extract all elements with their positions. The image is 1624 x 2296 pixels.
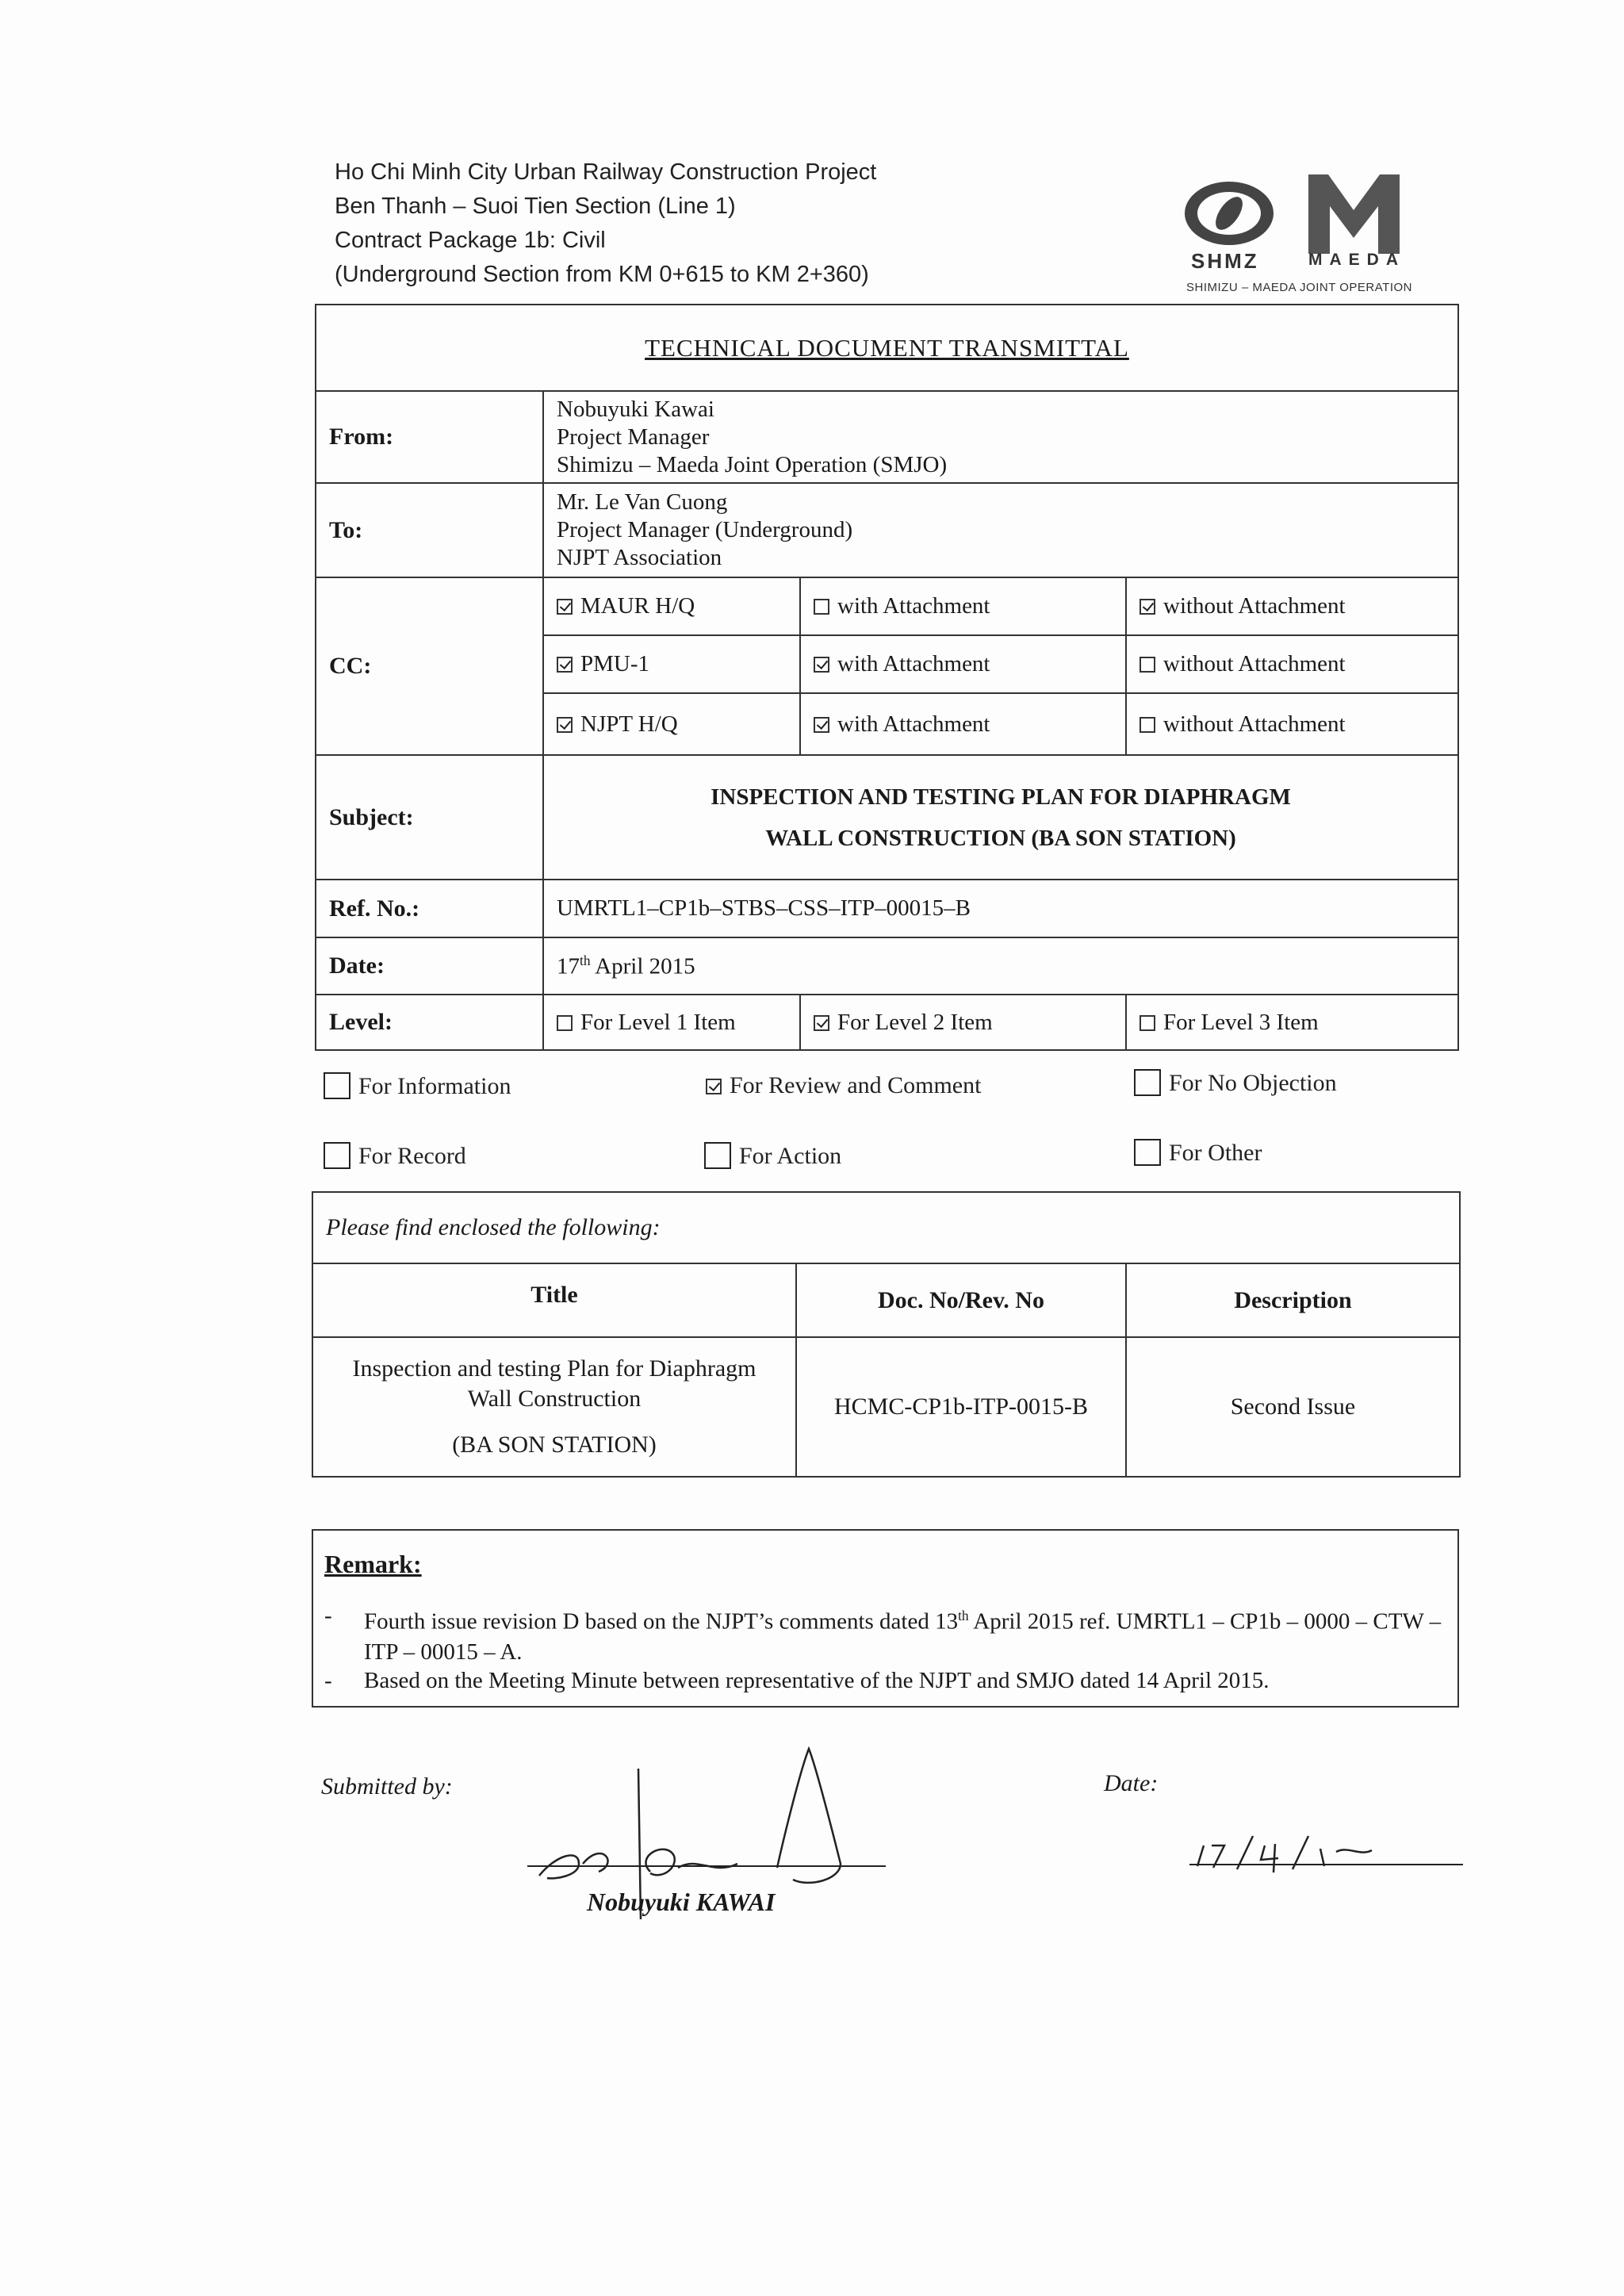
from-row [316, 391, 1458, 483]
purpose-label: For Other [1169, 1140, 1262, 1166]
cc-recipient: NJPT H/Q [580, 711, 678, 737]
document-title-line: Inspection and testing Plan for Diaphragm [352, 1355, 756, 1382]
to-value [543, 483, 1458, 577]
from-organization: Shimizu – Maeda Joint Operation (SMJO) [557, 451, 948, 477]
checkbox-checked-icon[interactable] [706, 1079, 722, 1094]
signature-line [527, 1865, 886, 1867]
document-title-line: (BA SON STATION) [452, 1432, 657, 1458]
level-option[interactable] [1126, 995, 1458, 1050]
transmittal-title: TECHNICAL DOCUMENT TRANSMITTAL [316, 305, 1458, 391]
purpose-information[interactable] [324, 1072, 511, 1100]
checkbox-checked-icon[interactable] [1139, 599, 1155, 615]
subject-label: Subject: [316, 755, 543, 880]
cc-without-attachment: without Attachment [1163, 711, 1346, 737]
document-description: Second Issue [1126, 1337, 1460, 1477]
checkbox-icon[interactable] [814, 599, 829, 615]
subject-row [316, 755, 1458, 880]
cc-without-attachment: without Attachment [1163, 593, 1346, 619]
level-row [316, 995, 1458, 1050]
to-label: To: [316, 483, 543, 577]
cc-without-cell[interactable] [1126, 577, 1458, 635]
subject-line-1: INSPECTION AND TESTING PLAN FOR DIAPHRAGM [710, 784, 1291, 810]
from-value [543, 391, 1458, 483]
project-km-range: (Underground Section from KM 0+615 to KM 2+360) [335, 262, 869, 287]
bullet-dash: - [324, 1668, 332, 1693]
document-title-line: Wall Construction [467, 1386, 642, 1412]
cc-with-attachment: with Attachment [837, 711, 990, 737]
table-header-row [312, 1263, 1460, 1337]
remark-superscript: th [958, 1608, 969, 1623]
level-option-label: For Level 3 Item [1163, 1009, 1319, 1035]
to-position: Project Manager (Underground) [557, 517, 853, 542]
checkbox-icon[interactable] [324, 1142, 350, 1169]
document-title-cell [312, 1337, 796, 1477]
shmz-logo-icon [1182, 178, 1277, 249]
cc-without-cell[interactable] [1126, 693, 1458, 755]
checkbox-checked-icon[interactable] [557, 657, 573, 673]
checkbox-checked-icon[interactable] [557, 599, 573, 615]
purpose-record[interactable] [324, 1142, 466, 1170]
date-day: 17 [557, 953, 580, 979]
submitted-by-label: Submitted by: [321, 1773, 453, 1800]
cc-row [316, 577, 1458, 635]
purpose-label: For Review and Comment [730, 1072, 982, 1098]
transmittal-table [315, 304, 1459, 1051]
purpose-label: For Record [358, 1143, 466, 1169]
maeda-logo-icon [1308, 174, 1400, 254]
column-header-title: Title [312, 1263, 796, 1337]
level-option-label: For Level 2 Item [837, 1009, 993, 1035]
cc-with-attachment: with Attachment [837, 593, 990, 619]
company-logo [1174, 170, 1411, 305]
remark-text [364, 1600, 1446, 1667]
cc-without-cell[interactable] [1126, 635, 1458, 693]
to-name: Mr. Le Van Cuong [557, 489, 728, 515]
project-header [335, 155, 1048, 292]
cc-recipient: PMU-1 [580, 651, 650, 677]
contract-package: Contract Package 1b: Civil [335, 228, 606, 253]
column-header-doc-no: Doc. No/Rev. No [796, 1263, 1126, 1337]
purpose-other[interactable] [1134, 1139, 1262, 1167]
remark-item [324, 1600, 1446, 1667]
purpose-no-objection[interactable] [1134, 1069, 1337, 1097]
date-signature-label: Date: [1104, 1770, 1159, 1796]
date-rest: April 2015 [590, 953, 695, 979]
date-value [543, 937, 1458, 995]
ref-value: UMRTL1–CP1b–STBS–CSS–ITP–00015–B [543, 880, 1458, 937]
checkbox-checked-icon[interactable] [814, 657, 829, 673]
checkbox-icon[interactable] [1139, 1015, 1155, 1031]
date-row [316, 937, 1458, 995]
to-organization: NJPT Association [557, 545, 722, 570]
from-name: Nobuyuki Kawai [557, 396, 714, 422]
level-option[interactable] [800, 995, 1126, 1050]
enclosed-documents-table [312, 1191, 1461, 1478]
date-signature-line [1189, 1864, 1463, 1865]
checkbox-icon[interactable] [1134, 1069, 1161, 1096]
document-number: HCMC-CP1b-ITP-0015-B [796, 1337, 1126, 1477]
signer-name: Nobuyuki KAWAI [587, 1888, 776, 1916]
cc-label: CC: [316, 577, 543, 755]
to-row [316, 483, 1458, 577]
cc-recipient-cell[interactable] [543, 693, 800, 755]
checkbox-icon[interactable] [1134, 1139, 1161, 1166]
purpose-action[interactable] [704, 1142, 841, 1170]
checkbox-icon[interactable] [324, 1072, 350, 1099]
cc-with-cell[interactable] [800, 577, 1126, 635]
purpose-label: For No Objection [1169, 1070, 1337, 1096]
cc-with-attachment: with Attachment [837, 651, 990, 677]
shmz-wordmark: SHMZ [1191, 249, 1259, 273]
project-section: Ben Thanh – Suoi Tien Section (Line 1) [335, 194, 736, 219]
level-option[interactable] [543, 995, 800, 1050]
from-label: From: [316, 391, 543, 483]
remark-item [324, 1665, 1446, 1696]
date-label: Date: [316, 937, 543, 995]
purpose-review[interactable] [706, 1072, 981, 1099]
purpose-label: For Action [739, 1143, 842, 1169]
remark-box [312, 1529, 1459, 1708]
project-name: Ho Chi Minh City Urban Railway Construction Project [335, 159, 877, 185]
maeda-wordmark: MAEDA [1308, 251, 1405, 269]
table-row [312, 1337, 1460, 1477]
from-position: Project Manager [557, 424, 710, 450]
cc-without-attachment: without Attachment [1163, 651, 1346, 677]
level-option-label: For Level 1 Item [580, 1009, 736, 1035]
checkbox-icon[interactable] [704, 1142, 731, 1169]
remark-title: Remark: [324, 1550, 422, 1578]
cc-with-cell[interactable] [800, 693, 1126, 755]
cc-recipient-cell[interactable] [543, 635, 800, 693]
joint-operation-caption: SHIMIZU – MAEDA JOINT OPERATION [1186, 281, 1412, 294]
cc-recipient-cell[interactable] [543, 577, 800, 635]
remark-text-part: Fourth issue revision D based on the NJPT’s comments dated 13 [364, 1608, 959, 1635]
subject-value [543, 755, 1458, 880]
handwritten-date-icon [1189, 1828, 1388, 1876]
ref-row [316, 880, 1458, 937]
checkbox-checked-icon[interactable] [814, 717, 829, 733]
purpose-label: For Information [358, 1073, 511, 1099]
remark-text: Based on the Meeting Minute between representative of the NJPT and SMJO dated 14 April 2015. [364, 1668, 1270, 1693]
enclosed-caption: Please find enclosed the following: [312, 1192, 1460, 1263]
bullet-dash: - [324, 1603, 332, 1628]
cc-recipient: MAUR H/Q [580, 593, 695, 619]
level-label: Level: [316, 995, 543, 1050]
checkbox-icon[interactable] [557, 1015, 573, 1031]
cc-with-cell[interactable] [800, 635, 1126, 693]
date-suffix: th [580, 952, 591, 968]
checkbox-checked-icon[interactable] [814, 1015, 829, 1031]
checkbox-checked-icon[interactable] [557, 717, 573, 733]
column-header-description: Description [1126, 1263, 1460, 1337]
remark-text-part: April 2015 ref. UMRTL1 – CP1b – 0000 – CTW – ITP – 00015 – A. [364, 1608, 1442, 1665]
ref-label: Ref. No.: [316, 880, 543, 937]
subject-line-2: WALL CONSTRUCTION (BA SON STATION) [765, 825, 1236, 851]
checkbox-icon[interactable] [1139, 657, 1155, 673]
checkbox-icon[interactable] [1139, 717, 1155, 733]
